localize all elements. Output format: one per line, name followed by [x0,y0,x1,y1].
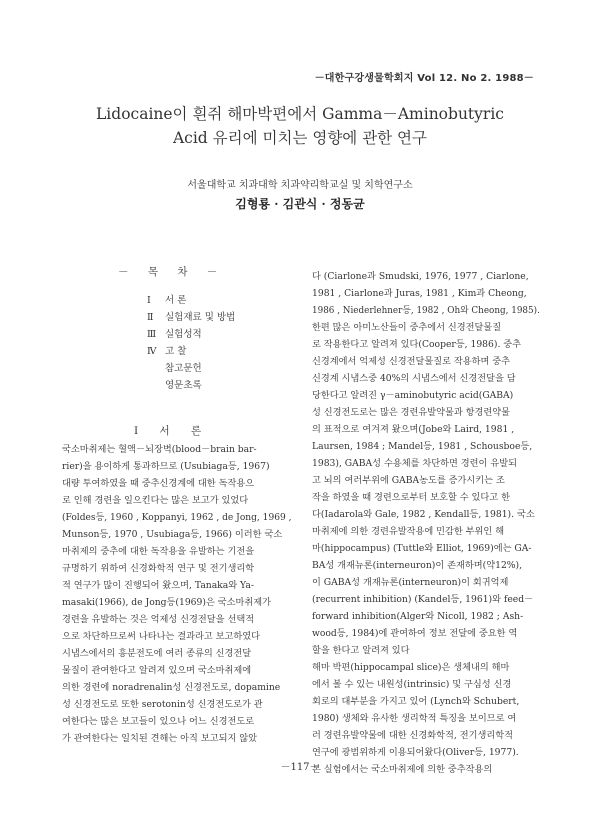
right-column-text [312,268,540,778]
toc-item-number [147,360,165,377]
paper-title-line-1: Lidocaine이 흰쥐 해마박편에서 Gamma－Aminobutyric [96,105,504,123]
toc-item-label: 서 론 [165,295,187,306]
text-line: 한편 많은 아미노산들이 중추에서 신경전달물질 [312,322,502,333]
text-line: 의 표적으로 여겨져 왔으며(Jobe와 Laird, 1981 , [312,424,515,435]
toc-item [147,292,235,309]
toc-item [147,326,235,343]
toc-item-label: 참고문헌 [165,363,202,374]
toc-item-number [147,377,165,394]
text-line: 러 경련유발약물에 대한 신경화학적, 전기생리학적 [312,730,513,741]
text-line: 할을 한다고 알려져 있다 [312,645,410,656]
text-line: masaki(1966), de Jong등(1969)은 국소마취제가 [62,597,272,608]
text-line: 당한다고 알려진 γ－aminobutyric acid(GABA) [312,390,514,401]
toc-item-number: Ⅱ [147,312,154,323]
paper-title-line-2: Acid 유리에 미치는 영향에 관한 연구 [172,129,428,147]
text-line: 마취제에 의한 경련유발작용에 민감한 부위인 해 [312,526,505,537]
text-line: 마취제의 중추에 대한 독작용을 유발하는 기전을 [62,546,255,557]
text-line: 1980) 생체와 유사한 생리학적 특징을 보이므로 여 [312,713,517,724]
toc-item [147,360,235,377]
text-line: 작을 하였을 때 경련으로부터 보호할 수 있다고 한 [312,492,510,503]
text-line: 가 관여한다는 일치된 견해는 아직 보고되지 않았 [62,733,258,744]
text-line: 으로 차단하므로써 나타나는 결과라고 보고하였다 [62,631,261,642]
text-line: 성 신경전도로는 많은 경련유발약물과 항경련약물 [312,407,511,418]
text-line: forward inhibition(Alger와 Nicoll, 1982 ; Ash- [312,611,524,622]
text-line: 본 실험에서는 국소마취제에 의한 중추작용의 [312,764,493,775]
text-line: 1981 , Ciarlone과 Juras, 1981 , Kim과 Cheong, [312,288,527,299]
text-line: 성 신경전도로 또한 serotonin성 신경전도로가 관 [62,699,263,710]
text-line: 1983), GABA성 수용체를 차단하면 경련이 유발되 [312,458,517,469]
text-line: 신경계 시냅스중 40%의 시냅스에서 신경전달을 담 [312,373,516,384]
toc-item-label: 실험재료 및 방법 [165,312,236,323]
toc-item [147,377,235,394]
text-line: 로 작용한다고 알려져 있다(Cooper등, 1986). 중추 [312,339,522,350]
text-line: 로 인해 경련을 일으킨다는 많은 보고가 있었다 [62,495,249,506]
toc-item [147,309,235,326]
toc-item-label: 영문초록 [165,380,202,391]
table-of-contents [147,292,235,394]
text-line: rier)을 용이하게 통과하므로 (Usubiaga등, 1967) [62,461,270,472]
text-line: 신경계에서 억제성 신경전달물질로 작용하며 중추 [312,356,511,367]
text-line: BA성 개재뉴론(interneuron)이 존재하며(약12%), [312,560,523,571]
text-line: 물질이 관여한다고 알려져 있으며 국소마취제에 [62,665,252,676]
text-line: 에서 볼 수 있는 내원성(intrinsic) 및 구심성 신경 [312,679,512,690]
page-number: －117－ [280,762,320,773]
text-line: 경련을 유발하는 것은 억제성 신경전달을 선택적 [62,614,255,625]
toc-item-number: Ⅰ [147,295,151,306]
text-line: 고 뇌의 여러부위에 GABA농도를 증가시키는 조 [312,475,505,486]
toc-title: － 목 차 － [118,266,226,278]
toc-item-label: 고 찰 [165,346,187,357]
toc-item-number: Ⅲ [147,329,157,340]
text-line: 규명하기 위하여 신경화학적 연구 및 전기생리학 [62,563,255,574]
text-line: (recurrent inhibition) (Kandel등, 1961)와 feed－ [312,594,534,605]
text-line: 회로의 대부분을 가지고 있어 (Lynch와 Schubert, [312,696,520,707]
section-heading-introduction: Ⅰ 서 론 [134,425,202,437]
left-column-text [62,441,292,747]
text-line: 다(Iadarola와 Gale, 1982 , Kendall등, 1981). 국소 [312,509,535,520]
text-line: 국소마취제는 혈액－뇌장벽(blood－brain bar- [62,444,257,455]
text-line: 의한 경련에 noradrenalin성 신경전도로, dopamine [62,682,281,693]
text-line: 여한다는 많은 보고들이 있으나 어느 신경전도로 [62,716,255,727]
toc-item [147,343,235,360]
text-line: 이 GABA성 개재뉴론(interneuron)이 회귀억제 [312,577,509,588]
text-line: 다 (Ciarlone과 Smudski, 1976, 1977 , Ciarlone, [312,271,529,282]
journal-header: －대한구강생물학회지 Vol 12. No 2. 1988－ [314,73,534,84]
affiliation: 서울대학교 치과대학 치과약리학교실 및 치학연구소 [187,180,413,191]
text-line: wood등, 1984)에 관여하여 정보 전달에 중요한 역 [312,628,518,639]
text-line: 시냅스에서의 흥분전도에 여러 종류의 신경전달 [62,648,252,659]
authors: 김형룡 · 김관식 · 정동균 [235,197,365,211]
text-line: 적 연구가 많이 진행되어 왔으며, Tanaka와 Ya- [62,580,254,591]
text-line: 해마 박편(hippocampal slice)은 생체내의 해마 [312,662,510,673]
toc-item-label: 실험성적 [165,329,202,340]
text-line: Laursen, 1984 ; Mandel등, 1981 , Schousboe등, [312,441,533,452]
text-line: Munson등, 1970 , Usubiaga등, 1966) 이러한 국소 [62,529,283,540]
text-line: (Foldes등, 1960 , Koppanyi, 1962 , de Jong, 1969 , [62,512,292,523]
text-line: 1986 , Niederlehner등, 1982 , Oh와 Cheong, 1985). [312,305,540,316]
text-line: 마(hippocampus) (Tuttle와 Elliot, 1969)에는 GA- [312,543,532,554]
text-line: 연구에 광범위하게 이용되어왔다(Oliver등, 1977). [312,747,519,758]
text-line: 대량 투여하였을 때 중추신경계에 대한 독작용으 [62,478,255,489]
toc-item-number: Ⅳ [147,346,157,357]
